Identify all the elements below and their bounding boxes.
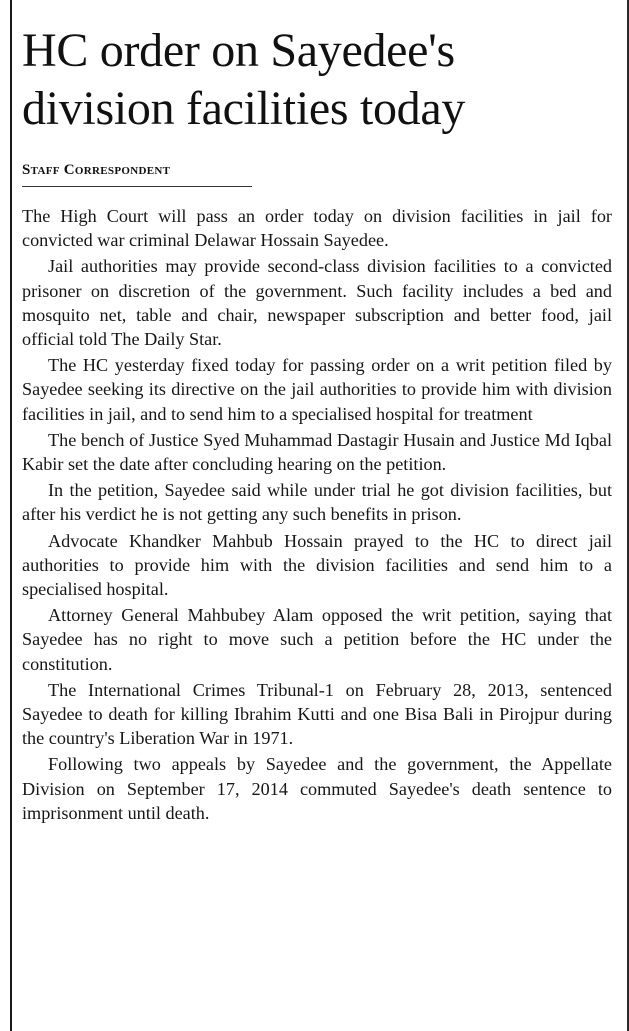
paragraph-3: The HC yesterday fixed today for passing order on a writ petition filed by Sayedee seeking its directive on the jail authorities to provide him with division facilities in jail, and to send him to a specialised hospital for treatment	[22, 355, 612, 424]
paragraph-5: In the petition, Sayedee said while under trial he got division facilities, but after his verdict he is not getting any such benefits in prison.	[22, 480, 612, 525]
paragraph-6: Advocate Khandker Mahbub Hossain prayed to the HC to direct jail authorities to provide him with the division facilities and send him to a specialised hospital.	[22, 530, 612, 600]
paragraph-1: The High Court will pass an order today on division facilities in jail for convicted war criminal Delawar Hossain Sayedee.	[22, 206, 612, 251]
column-rule-left	[10, 0, 12, 1031]
paragraph-4: The bench of Justice Syed Muhammad Dastagir Husain and Justice Md Iqbal Kabir set the date after concluding hearing on the petition.	[22, 429, 612, 475]
paragraph-2: Jail authorities may provide second-class division facilities to a convicted prisoner on discretion of the government. Such facility includes a bed and mosquito net, table and chair, newspaper subscription and better food, jail official told The Daily Star.	[22, 256, 612, 350]
paragraph-7: Attorney General Mahbubey Alam opposed the writ petition, saying that Sayedee has no right to move such a petition before the HC under the constitution.	[22, 605, 612, 674]
byline: Staff Correspondent	[22, 162, 171, 178]
headline	[22, 22, 612, 138]
paragraph-9: Following two appeals by Sayedee and the government, the Appellate Division on September 17, 2014 commuted Sayedee's death sentence to imprisonment until death.	[22, 754, 612, 823]
paragraph-8: The International Crimes Tribunal-1 on February 28, 2013, sentenced Sayedee to death for killing Ibrahim Kutti and one Bisa Bali in Pirojpur during the country's Liberation War in 1971.	[22, 679, 612, 749]
headline-line-2: division facilities today	[22, 82, 466, 135]
byline-rule	[22, 186, 252, 187]
article-body	[22, 204, 612, 827]
headline-line-1: HC order on Sayedee's	[22, 24, 455, 77]
